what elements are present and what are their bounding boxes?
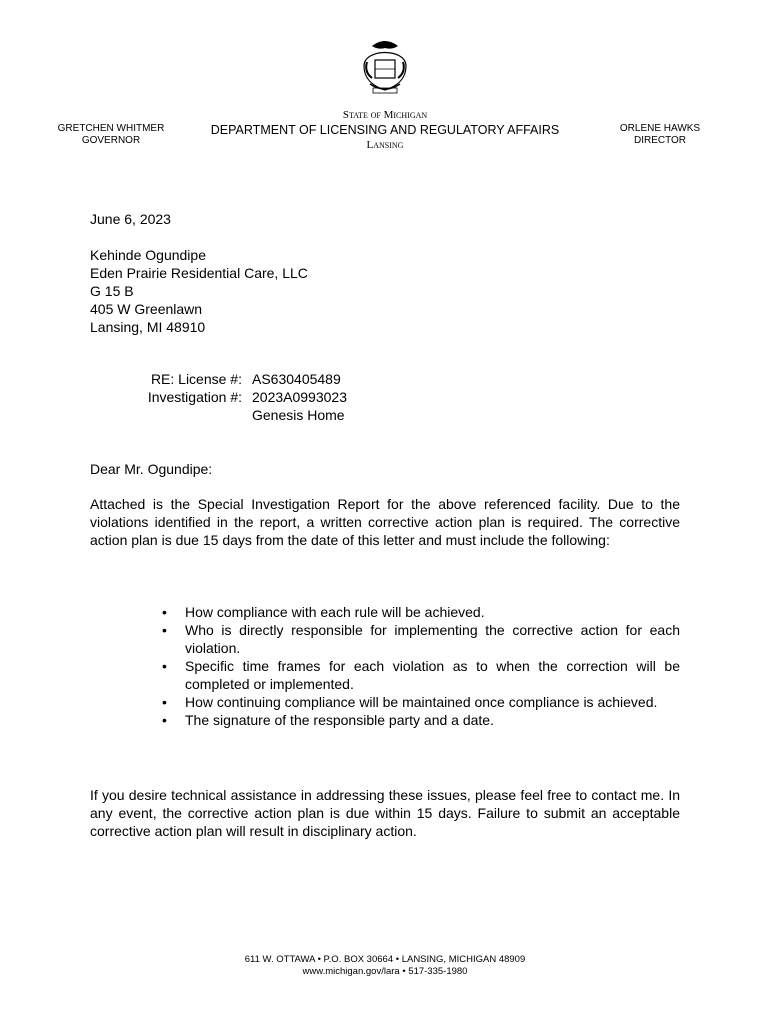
list-item: • How continuing compliance will be maintained once compliance is achieved. [162,694,658,710]
governor-block [50,123,172,147]
recipient-line: Eden Prairie Residential Care, LLC [90,265,308,281]
bullet-icon: • [162,604,167,620]
bullet-icon: • [162,658,167,674]
recipient-line: 405 W Greenlawn [90,301,203,317]
bullet-icon: • [162,622,167,638]
footer-address: 611 W. OTTAWA • P.O. BOX 30664 • LANSING, MICHIGAN 48909 [244,954,526,965]
bullet-icon: • [162,694,167,710]
governor-name: GRETCHEN WHITMER [57,123,165,134]
recipient-line: G 15 B [90,283,134,299]
letter-date: June 6, 2023 [90,211,171,227]
license-label: RE: License #: [150,371,242,387]
recipient-address [90,246,680,336]
reference-block [90,370,347,424]
governor-title: GOVERNOR [81,135,141,146]
michigan-state-seal-icon [358,36,412,98]
director-name: ORLENE HAWKS [619,123,701,134]
state-name: State of Michigan [342,109,428,121]
license-value: AS630405489 [252,371,341,387]
investigation-value: 2023A0993023 [252,389,347,405]
paragraph-assistance: If you desire technical assistance in addressing these issues, please feel free to contact me. In any event, the corrective action plan is due within 15 days. Failure to submit an acceptable corrective action plan will result in disciplinary action. [90,787,680,839]
investigation-label: Investigation #: [147,389,242,405]
list-item: • Specific time frames for each violation as to when the correction will be completed or implemented. [162,658,680,692]
requirements-list [160,603,680,729]
list-item: • How compliance with each rule will be achieved. [162,604,485,620]
city-name: Lansing [366,139,404,151]
facility-name: Genesis Home [252,407,345,423]
director-title: DIRECTOR [633,135,687,146]
facility-spacer [90,406,252,424]
recipient-line: Kehinde Ogundipe [90,247,206,263]
list-item: • Who is directly responsible for implementing the corrective action for each violation. [162,622,680,656]
footer-contact: www.michigan.gov/lara • 517-335-1980 [302,966,468,977]
recipient-line: Lansing, MI 48910 [90,319,206,335]
list-item: • The signature of the responsible party and a date. [162,712,494,728]
paragraph-intro: Attached is the Special Investigation Report for the above referenced facility. Due to the violations identified in the report, a written corrective action plan is required. The corrective action plan is due 15 days from the date of this letter and must include the following: [90,496,680,548]
director-block [605,123,715,147]
department-name: DEPARTMENT OF LICENSING AND REGULATORY AFFAIRS [210,123,560,137]
salutation: Dear Mr. Ogundipe: [90,461,213,477]
letterhead-center [195,108,575,152]
footer [0,954,770,978]
bullet-icon: • [162,712,167,728]
